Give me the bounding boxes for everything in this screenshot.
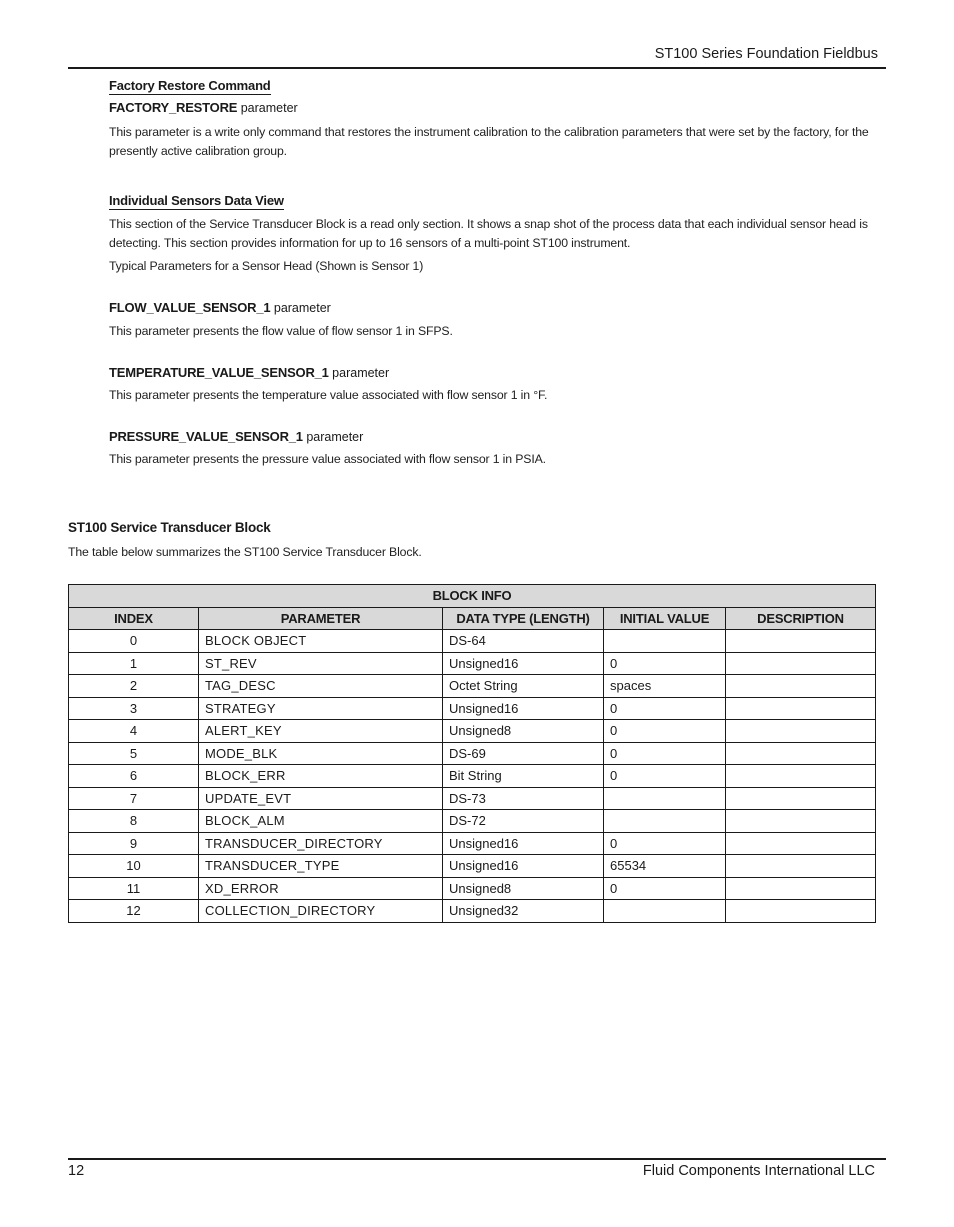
- table-row: [69, 900, 876, 923]
- cell-description: [726, 742, 876, 765]
- factory-restore-description: This parameter is a write only command that restores the instrument calibration to the calibration parameters that were set by the factory, for the presently active calibration group.: [109, 125, 869, 158]
- service-block-intro: The table below summarizes the ST100 Service Transducer Block.: [68, 545, 422, 559]
- param-name: FACTORY_RESTORE: [109, 100, 238, 115]
- cell-parameter: COLLECTION_DIRECTORY: [199, 900, 443, 923]
- cell-parameter: MODE_BLK: [199, 742, 443, 765]
- cell-parameter: TAG_DESC: [199, 675, 443, 698]
- cell-data-type: Unsigned8: [443, 720, 604, 743]
- cell-index: 10: [69, 855, 199, 878]
- cell-description: [726, 787, 876, 810]
- pressure-param: [109, 429, 876, 444]
- table-row: [69, 877, 876, 900]
- cell-index: 8: [69, 810, 199, 833]
- column-header-index: INDEX: [69, 607, 199, 630]
- param-name: TEMPERATURE_VALUE_SENSOR_1: [109, 365, 329, 380]
- running-header: ST100 Series Foundation Fieldbus: [654, 46, 878, 62]
- cell-initial-value: [604, 900, 726, 923]
- cell-description: [726, 697, 876, 720]
- cell-parameter: BLOCK_ERR: [199, 765, 443, 788]
- page-number: 12: [68, 1163, 85, 1179]
- table-row: [69, 652, 876, 675]
- cell-data-type: DS-69: [443, 742, 604, 765]
- sensors-description-block: [109, 215, 876, 252]
- table-row: [69, 787, 876, 810]
- cell-initial-value: 0: [604, 720, 726, 743]
- param-name: FLOW_VALUE_SENSOR_1: [109, 300, 271, 315]
- temperature-param-description-block: [109, 386, 876, 405]
- cell-parameter: TRANSDUCER_TYPE: [199, 855, 443, 878]
- cell-initial-value: [604, 810, 726, 833]
- temperature-param: [109, 365, 876, 380]
- cell-data-type: Unsigned16: [443, 832, 604, 855]
- cell-description: [726, 630, 876, 653]
- table-row: [69, 832, 876, 855]
- cell-index: 7: [69, 787, 199, 810]
- column-header-description: DESCRIPTION: [726, 607, 876, 630]
- cell-data-type: Unsigned16: [443, 697, 604, 720]
- cell-parameter: STRATEGY: [199, 697, 443, 720]
- section-heading: Factory Restore Command: [109, 78, 271, 93]
- table-row: [69, 630, 876, 653]
- param-suffix: parameter: [328, 366, 390, 380]
- cell-data-type: Unsigned8: [443, 877, 604, 900]
- factory-restore-section: [109, 77, 876, 95]
- table-row: [69, 720, 876, 743]
- cell-parameter: BLOCK_ALM: [199, 810, 443, 833]
- cell-description: [726, 720, 876, 743]
- sensors-typical: Typical Parameters for a Sensor Head (Shown is Sensor 1): [109, 259, 424, 273]
- cell-description: [726, 877, 876, 900]
- sensors-typical-block: [109, 257, 876, 276]
- table-caption: BLOCK INFO: [69, 585, 876, 608]
- cell-initial-value: 65534: [604, 855, 726, 878]
- table-body: [69, 630, 876, 923]
- cell-index: 9: [69, 832, 199, 855]
- param-suffix: parameter: [302, 430, 364, 444]
- cell-initial-value: 0: [604, 652, 726, 675]
- cell-description: [726, 855, 876, 878]
- cell-initial-value: 0: [604, 697, 726, 720]
- cell-index: 11: [69, 877, 199, 900]
- cell-description: [726, 675, 876, 698]
- cell-data-type: Unsigned32: [443, 900, 604, 923]
- flow-param-description-block: [109, 322, 876, 341]
- table-row: [69, 855, 876, 878]
- cell-parameter: BLOCK OBJECT: [199, 630, 443, 653]
- cell-index: 5: [69, 742, 199, 765]
- table-header-row: [69, 607, 876, 630]
- cell-initial-value: 0: [604, 877, 726, 900]
- cell-index: 6: [69, 765, 199, 788]
- table-caption-row: [69, 585, 876, 608]
- section-heading: Individual Sensors Data View: [109, 193, 284, 208]
- cell-data-type: Bit String: [443, 765, 604, 788]
- cell-description: [726, 652, 876, 675]
- cell-index: 0: [69, 630, 199, 653]
- cell-data-type: DS-64: [443, 630, 604, 653]
- factory-restore-description-block: [109, 123, 876, 160]
- cell-index: 3: [69, 697, 199, 720]
- cell-data-type: Unsigned16: [443, 652, 604, 675]
- param-name: PRESSURE_VALUE_SENSOR_1: [109, 429, 303, 444]
- cell-data-type: DS-72: [443, 810, 604, 833]
- column-header-data-type: DATA TYPE (LENGTH): [443, 607, 604, 630]
- cell-description: [726, 832, 876, 855]
- cell-index: 2: [69, 675, 199, 698]
- footer-company: Fluid Components International LLC: [642, 1163, 875, 1179]
- cell-initial-value: 0: [604, 742, 726, 765]
- flow-param: [109, 300, 876, 315]
- table-row: [69, 675, 876, 698]
- table-row: [69, 697, 876, 720]
- param-description: This parameter presents the pressure value associated with flow sensor 1 in PSIA.: [109, 452, 546, 466]
- cell-data-type: Unsigned16: [443, 855, 604, 878]
- cell-description: [726, 900, 876, 923]
- cell-parameter: TRANSDUCER_DIRECTORY: [199, 832, 443, 855]
- cell-description: [726, 765, 876, 788]
- block-info-table: [68, 584, 876, 923]
- cell-initial-value: [604, 787, 726, 810]
- sensors-description: This section of the Service Transducer Block is a read only section. It shows a snap shot of the process data that each individual sensor head is detecting. This section provides information for up to 16 sensors of a multi-point ST100 instrument.: [109, 217, 868, 250]
- footer-rule: [68, 1158, 886, 1160]
- service-block-heading: ST100 Service Transducer Block: [68, 520, 271, 535]
- cell-description: [726, 810, 876, 833]
- cell-index: 4: [69, 720, 199, 743]
- column-header-parameter: PARAMETER: [199, 607, 443, 630]
- param-description: This parameter presents the flow value of flow sensor 1 in SFPS.: [109, 324, 453, 338]
- cell-initial-value: [604, 630, 726, 653]
- cell-data-type: DS-73: [443, 787, 604, 810]
- sensors-section: [109, 192, 876, 210]
- header-rule: [68, 67, 886, 69]
- cell-index: 12: [69, 900, 199, 923]
- param-suffix: parameter: [270, 301, 331, 315]
- table-row: [69, 765, 876, 788]
- cell-parameter: ST_REV: [199, 652, 443, 675]
- param-description: This parameter presents the temperature value associated with flow sensor 1 in °F.: [109, 388, 548, 402]
- cell-index: 1: [69, 652, 199, 675]
- factory-restore-param: [109, 100, 876, 115]
- column-header-initial-value: INITIAL VALUE: [604, 607, 726, 630]
- param-suffix: parameter: [237, 101, 298, 115]
- cell-parameter: XD_ERROR: [199, 877, 443, 900]
- cell-initial-value: 0: [604, 765, 726, 788]
- cell-initial-value: 0: [604, 832, 726, 855]
- cell-parameter: ALERT_KEY: [199, 720, 443, 743]
- cell-initial-value: spaces: [604, 675, 726, 698]
- cell-data-type: Octet String: [443, 675, 604, 698]
- cell-parameter: UPDATE_EVT: [199, 787, 443, 810]
- table-row: [69, 810, 876, 833]
- table-row: [69, 742, 876, 765]
- pressure-param-description-block: [109, 450, 876, 469]
